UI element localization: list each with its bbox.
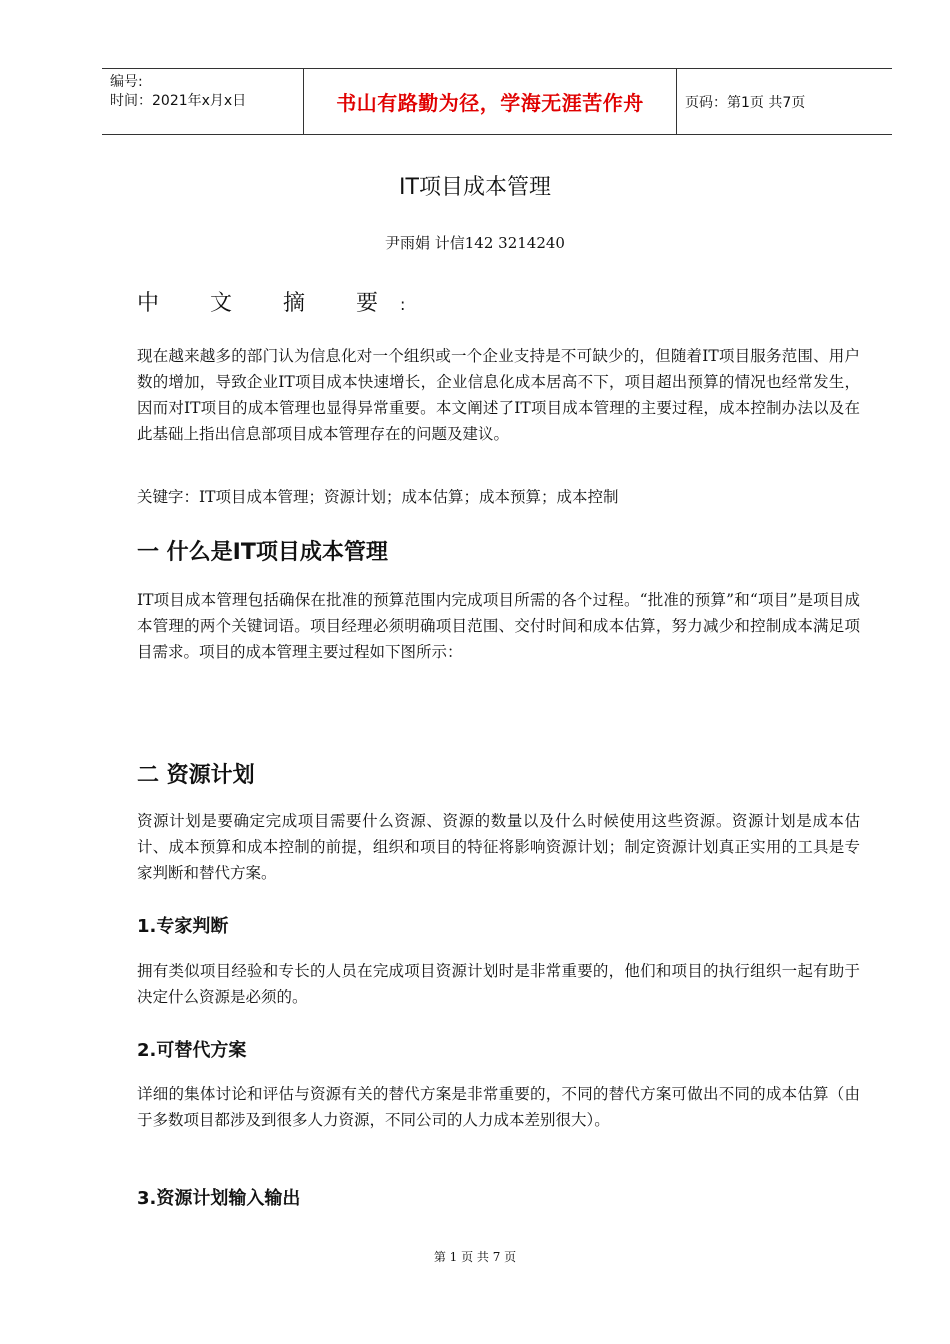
header-page-cell bbox=[677, 69, 892, 134]
section2-heading: 二 资源计划 bbox=[137, 763, 255, 788]
section1-heading: 一 什么是IT项目成本管理 bbox=[137, 540, 388, 565]
author-line: 尹雨娟 计信142 3214240 bbox=[385, 234, 565, 252]
header-meta bbox=[102, 69, 304, 134]
number-label: 编号: bbox=[110, 74, 143, 90]
section2-body: 资源计划是要确定完成项目需要什么资源、资源的数量以及什么时候使用这些资源。资源计划是成本估计、成本预算和成本控制的前提，组织和项目的特征将影响资源计划；制定资源计划真正实用的工具是专家判断和替代方案。 bbox=[137, 812, 860, 882]
page-footer: 第 1 页 共 7 页 bbox=[433, 1250, 517, 1264]
section1-body: IT项目成本管理包括确保在批准的预算范围内完成项目所需的各个过程。“批准的预算”和“项目”是项目成本管理的两个关键词语。项目经理必须明确项目范围、交付时间和成本估算，努力减少和控制成本满足项目需求。项目的成本管理主要过程如下图所示： bbox=[137, 591, 860, 661]
header-motto-cell bbox=[304, 69, 677, 134]
keywords: 关键字：IT项目成本管理；资源计划；成本估算；成本预算；成本控制 bbox=[137, 488, 619, 506]
time-label: 时间：2021年x月x日 bbox=[110, 93, 247, 109]
subsection-alternatives-heading: 2.可替代方案 bbox=[137, 1040, 247, 1061]
subsection-io-heading: 3.资源计划输入输出 bbox=[137, 1188, 301, 1209]
document-title: IT项目成本管理 bbox=[399, 175, 551, 200]
abstract-heading-colon: : bbox=[399, 295, 406, 314]
subsection-expert-judgment-body: 拥有类似项目经验和专长的人员在完成项目资源计划时是非常重要的，他们和项目的执行组织一起有助于决定什么资源是必须的。 bbox=[137, 962, 860, 1006]
abstract-heading-text: 中 文 摘 要 bbox=[137, 291, 400, 316]
abstract-body: 现在越来越多的部门认为信息化对一个组织或一个企业支持是不可缺少的，但随着IT项目服务范围、用户数的增加，导致企业IT项目成本快速增长，企业信息化成本居高不下，项目超出预算的情况也经常发生，因而对IT项目的成本管理也显得异常重要。本文阐述了IT项目成本管理的主要过程，成本控制办法以及在此基础上指出信息部项目成本管理存在的问题及建议。 bbox=[137, 347, 860, 443]
abstract-heading bbox=[137, 286, 405, 317]
subsection-alternatives-body: 详细的集体讨论和评估与资源有关的替代方案是非常重要的，不同的替代方案可做出不同的成本估算（由于多数项目都涉及到很多人力资源，不同公司的人力成本差别很大）。 bbox=[137, 1085, 860, 1129]
document-header bbox=[102, 68, 892, 135]
motto-text: 书山有路勤为径，学海无涯苦作舟 bbox=[336, 91, 644, 115]
page-info: 页码：第1页 共7页 bbox=[685, 94, 806, 111]
subsection-expert-judgment-heading: 1.专家判断 bbox=[137, 916, 229, 937]
